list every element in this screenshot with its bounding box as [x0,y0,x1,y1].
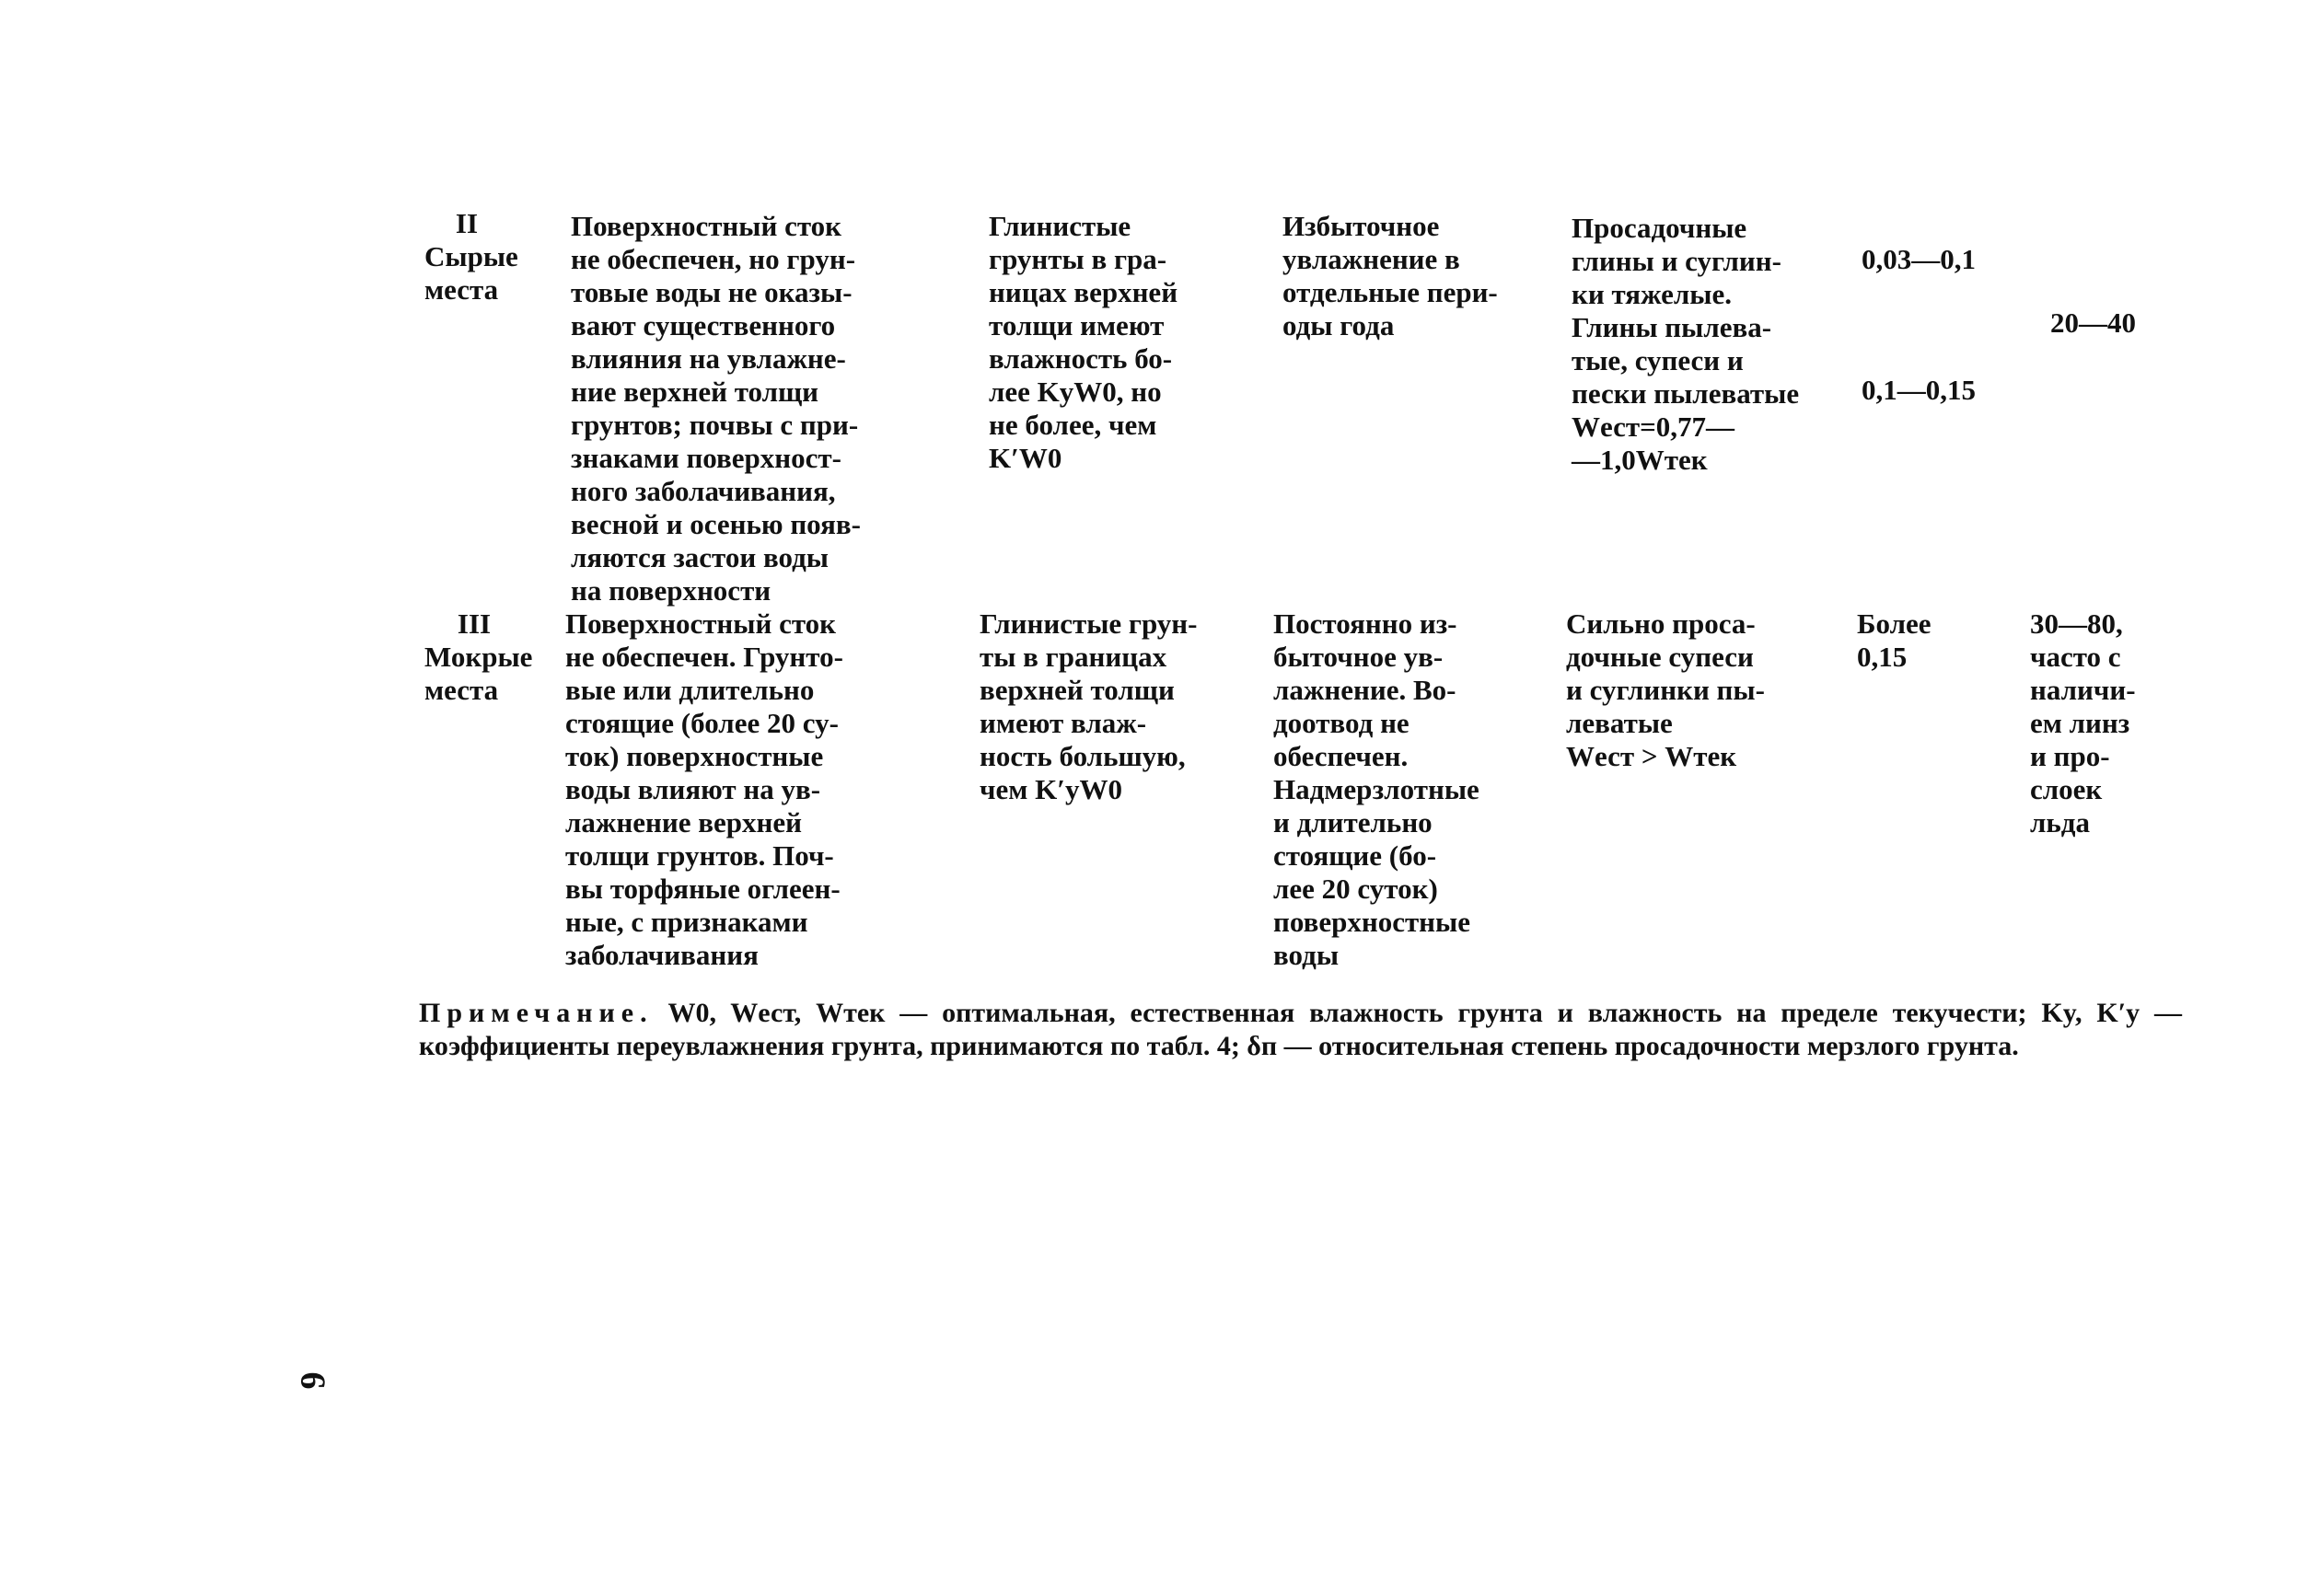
row-2-wetting: Избыточное увлажнение в отдельные пери- оды года [1282,210,1498,341]
row-2-soils: Просадочные глины и суглин- ки тяжелые. Глины пылева- тые, супеси и пески пылеватые Wест=0,77— —1,0Wтек [1572,212,1800,476]
note-label: Примечание. [419,998,654,1028]
row-3-ice-content: 30—80, часто с наличи- ем линз и про- слоек льда [2030,607,2136,838]
row-2-subsidence-2: 0,1—0,15 [1862,374,1976,406]
row-2-category-number: II [455,207,479,239]
row-2-subsidence-1: 0,03—0,1 [1862,243,1976,275]
table-note [419,997,2182,1063]
row-2-soil-moisture: Глинистые грунты в гра- ницах верхней толщи имеют влажность бо- лее KyW0, но не более, чем K′W0 [989,210,1178,474]
page-number: 6 [293,1371,332,1390]
row-3-drainage-description: Поверхностный сток не обеспечен. Грунто- вые или длительно стоящие (более 20 су- ток) поверхностные воды влияют на ув- лажнение верхней толщи грунтов. Поч- вы торфяные оглеен- ные, с признаками заболачивания [565,607,843,971]
note-text: W0, Wест, Wтек — оптимальная, естественная влажность грунта и влажность на пределе текучести; Ky, K′y — коэффициенты переувлажнения грунта, принимаются по табл. 4; δп — относительная степень просадочности мерзлого грунта. [419,998,2182,1061]
row-3-category-name: Мокрые места [424,641,533,706]
row-3-wetting: Постоянно из- быточное ув- лажнение. Во- доотвод не обеспечен. Надмерзлотные и длительно стоящие (бо- лее 20 суток) поверхностные воды [1273,607,1479,971]
row-3-subsidence: Более 0,15 [1857,607,1932,673]
row-3-category-number: III [457,607,492,640]
row-3-soils: Сильно проса- дочные супеси и суглинки пы- леватые Wест > Wтек [1566,607,1765,772]
row-2-category-name: Сырые места [424,240,518,306]
row-3-soil-moisture: Глинистые грун- ты в границах верхней толщи имеют влаж- ность большую, чем K′yW0 [980,607,1198,805]
row-2-ice-content: 20—40 [2050,306,2136,339]
row-2-drainage-description: Поверхностный сток не обеспечен, но грун- товые воды не оказы- вают существенного влияния на увлажне- ние верхней толщи грунтов; почвы с при- знаками поверхност- ного заболачивания, весной и осенью появ- ляются застои воды на поверхности [571,210,861,607]
